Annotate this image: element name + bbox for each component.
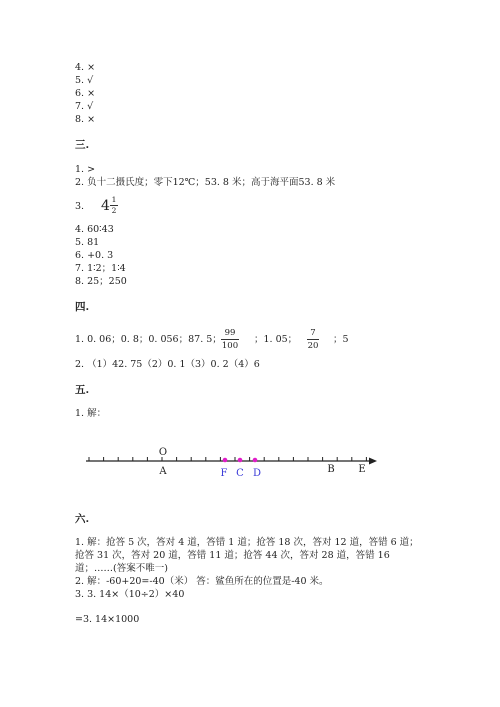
mixed-whole: 4: [101, 198, 110, 214]
s6-line1: 1. 解：抢答 5 次，答对 4 道，答错 1 道；抢答 18 次，答对 12 道，答错 6 道；: [75, 537, 419, 548]
s3-answer-5: 5. 81: [75, 237, 100, 248]
s5-line1: 1. 解：: [75, 408, 107, 419]
point-label-e: E: [358, 464, 366, 475]
answer-8: 8. ×: [75, 114, 96, 125]
s6-line3: 道；……(答案不唯一): [75, 563, 168, 574]
answer-7: 7. √: [75, 101, 94, 112]
section4-heading: 四.: [75, 301, 90, 313]
point-label-f: F: [220, 468, 228, 479]
number-line: [86, 447, 377, 479]
s4-line1-part3: ；5: [333, 334, 349, 345]
s6-line5: 3. 3. 14×（10÷2）×40: [75, 589, 185, 600]
highlight-point: [223, 458, 228, 463]
axis-arrow: [369, 458, 377, 465]
s4-line1-part2: ；1. 05；: [254, 334, 298, 345]
mixed-numerator: 1: [111, 195, 117, 204]
s6-line4: 2. 解：-60+20=-40（米） 答：鲨鱼所在的位置是-40 米。: [75, 576, 329, 587]
s4-line2: 2. （1）42. 75（2）0. 1（3）0. 2（4）6: [75, 359, 260, 370]
s3-answer-6: 6. +0. 3: [75, 250, 114, 261]
s3-answer-8: 8. 25；250: [75, 276, 127, 287]
point-label-a: A: [159, 466, 167, 477]
answer-6: 6. ×: [75, 88, 96, 99]
s6-line6: =3. 14×1000: [75, 614, 140, 625]
mixed-denominator: 2: [111, 206, 117, 215]
s3-answer-3-number: 3.: [75, 201, 85, 212]
fraction-denominator: 100: [221, 341, 239, 351]
point-label-o: O: [158, 447, 168, 458]
point-label-c: C: [236, 468, 244, 479]
section5-heading: 五.: [75, 384, 90, 396]
s4-line1-part1: 1. 0. 06；0. 8；0. 056；87. 5；: [75, 334, 222, 345]
section3-heading: 三.: [75, 139, 90, 151]
point-label-b: B: [327, 464, 335, 475]
s3-answer-4: 4. 60∶43: [75, 224, 114, 235]
fraction-numerator: 7: [310, 328, 316, 338]
s3-answer-1: 1. >: [75, 164, 96, 175]
s3-answer-7: 7. 1∶2；1∶4: [75, 263, 126, 274]
answer-4: 4. ×: [75, 62, 96, 73]
fraction-numerator: 99: [224, 328, 236, 338]
fraction-denominator: 20: [307, 341, 319, 351]
s3-answer-2: 2. 负十二摄氏度；零下12℃；53. 8 米；高于海平面53. 8 米: [75, 177, 336, 188]
point-label-d: D: [252, 468, 262, 479]
s6-line2: 抢答 31 次，答对 20 道，答错 11 道；抢答 44 次，答对 28 道，答错 16: [75, 550, 390, 561]
section6-heading: 六.: [75, 513, 90, 525]
answer-5: 5. √: [75, 75, 94, 86]
highlight-point: [253, 458, 258, 463]
highlight-point: [238, 458, 243, 463]
